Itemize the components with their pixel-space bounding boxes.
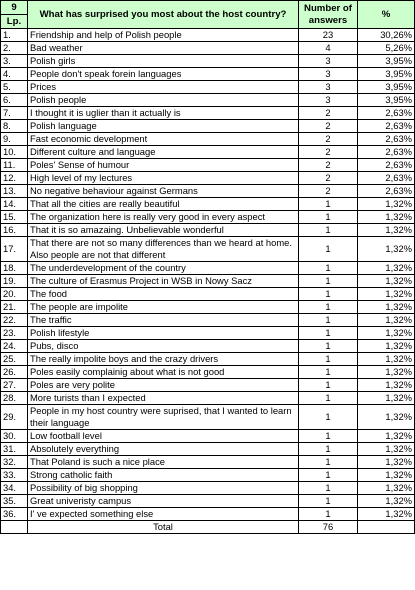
answer-text: The food <box>28 288 299 301</box>
answer-text: The really impolite boys and the crazy drivers <box>28 353 299 366</box>
header-row-top <box>1 1 415 15</box>
answer-count: 1 <box>299 327 358 340</box>
answer-percent: 1,32% <box>358 456 415 469</box>
answer-count: 1 <box>299 430 358 443</box>
answer-count: 1 <box>299 379 358 392</box>
answer-count: 1 <box>299 237 358 262</box>
answer-text: Great univeristy campus <box>28 495 299 508</box>
answer-count: 1 <box>299 508 358 521</box>
row-number: 29. <box>1 405 28 430</box>
table-row <box>1 405 415 430</box>
row-number: 8. <box>1 120 28 133</box>
row-number: 18. <box>1 262 28 275</box>
answer-count: 1 <box>299 443 358 456</box>
answer-count: 2 <box>299 172 358 185</box>
row-number: 7. <box>1 107 28 120</box>
answer-text: Friendship and help of Polish people <box>28 29 299 42</box>
table-row <box>1 379 415 392</box>
table-row <box>1 224 415 237</box>
table-row <box>1 262 415 275</box>
answer-text: Pubs, disco <box>28 340 299 353</box>
answer-percent: 3,95% <box>358 81 415 94</box>
answer-percent: 2,63% <box>358 159 415 172</box>
total-label: Total <box>28 521 299 534</box>
row-number: 6. <box>1 94 28 107</box>
table-row <box>1 237 415 262</box>
answer-text: Polish language <box>28 120 299 133</box>
row-number: 13. <box>1 185 28 198</box>
answer-percent: 1,32% <box>358 482 415 495</box>
answer-percent: 2,63% <box>358 146 415 159</box>
answer-text: Polish girls <box>28 55 299 68</box>
row-number: 2. <box>1 42 28 55</box>
answer-count: 1 <box>299 314 358 327</box>
row-number: 20. <box>1 288 28 301</box>
answer-count: 1 <box>299 366 358 379</box>
table-row <box>1 288 415 301</box>
row-number: 15. <box>1 211 28 224</box>
question-header: What has surprised you most about the host country? <box>28 1 299 29</box>
table-row <box>1 392 415 405</box>
answer-percent: 1,32% <box>358 379 415 392</box>
answer-text: Fast economic development <box>28 133 299 146</box>
answer-text: People don't speak forein languages <box>28 68 299 81</box>
row-number: 16. <box>1 224 28 237</box>
table-row <box>1 275 415 288</box>
answer-text: The traffic <box>28 314 299 327</box>
answer-count: 1 <box>299 224 358 237</box>
answer-text: The people are impolite <box>28 301 299 314</box>
answer-count: 23 <box>299 29 358 42</box>
answer-text: I thought it is uglier than it actually is <box>28 107 299 120</box>
answer-percent: 1,32% <box>358 366 415 379</box>
answer-text: Poles' Sense of humour <box>28 159 299 172</box>
row-number: 5. <box>1 81 28 94</box>
answer-count: 1 <box>299 405 358 430</box>
table-row <box>1 55 415 68</box>
answer-percent: 1,32% <box>358 430 415 443</box>
answer-text: Strong catholic faith <box>28 469 299 482</box>
answer-text: I' ve expected something else <box>28 508 299 521</box>
answer-count: 2 <box>299 146 358 159</box>
answer-text: The organization here is really very good in every aspect <box>28 211 299 224</box>
table-row <box>1 29 415 42</box>
answer-text: High level of my lectures <box>28 172 299 185</box>
answer-text: Poles easily complainig about what is not good <box>28 366 299 379</box>
answer-percent: 1,32% <box>358 275 415 288</box>
answer-percent: 2,63% <box>358 172 415 185</box>
row-number: 27. <box>1 379 28 392</box>
table-row <box>1 301 415 314</box>
answer-percent: 2,63% <box>358 120 415 133</box>
table-row <box>1 469 415 482</box>
answer-count: 3 <box>299 94 358 107</box>
row-number: 30. <box>1 430 28 443</box>
answer-count: 1 <box>299 198 358 211</box>
answer-percent: 1,32% <box>358 237 415 262</box>
answer-percent: 2,63% <box>358 185 415 198</box>
answer-percent: 1,32% <box>358 314 415 327</box>
answer-percent: 30,26% <box>358 29 415 42</box>
table-row <box>1 314 415 327</box>
answer-percent: 1,32% <box>358 224 415 237</box>
table-row <box>1 107 415 120</box>
answer-count: 1 <box>299 469 358 482</box>
answer-text: Absolutely everything <box>28 443 299 456</box>
table-row <box>1 482 415 495</box>
table-row <box>1 495 415 508</box>
answer-percent: 2,63% <box>358 107 415 120</box>
answer-percent: 1,32% <box>358 392 415 405</box>
answer-text: More turists than I expected <box>28 392 299 405</box>
question-index: 9 <box>1 1 28 15</box>
answer-text: The culture of Erasmus Project in WSB in Nowy Sacz <box>28 275 299 288</box>
row-number: 24. <box>1 340 28 353</box>
answer-percent: 5,26% <box>358 42 415 55</box>
answer-count: 1 <box>299 456 358 469</box>
row-number: 1. <box>1 29 28 42</box>
table-row <box>1 81 415 94</box>
answer-percent: 1,32% <box>358 508 415 521</box>
total-row <box>1 521 415 534</box>
answer-percent: 1,32% <box>358 262 415 275</box>
table-row <box>1 146 415 159</box>
row-number: 3. <box>1 55 28 68</box>
answer-percent: 1,32% <box>358 469 415 482</box>
table-row <box>1 159 415 172</box>
table-row <box>1 133 415 146</box>
answer-text: People in my host country were suprised, that I wanted to learn their language <box>28 405 299 430</box>
table-row <box>1 185 415 198</box>
answer-percent: 1,32% <box>358 443 415 456</box>
answer-text: Bad weather <box>28 42 299 55</box>
answer-text: Low football level <box>28 430 299 443</box>
answer-text: No negative behaviour against Germans <box>28 185 299 198</box>
answer-percent: 1,32% <box>358 198 415 211</box>
row-number: 34. <box>1 482 28 495</box>
row-number: 9. <box>1 133 28 146</box>
answer-percent: 1,32% <box>358 288 415 301</box>
row-number: 12. <box>1 172 28 185</box>
row-number: 35. <box>1 495 28 508</box>
answer-text: Different culture and language <box>28 146 299 159</box>
table-row <box>1 366 415 379</box>
answer-text: That all the cities are really beautiful <box>28 198 299 211</box>
answer-count: 2 <box>299 120 358 133</box>
row-number: 31. <box>1 443 28 456</box>
answer-percent: 1,32% <box>358 340 415 353</box>
row-number: 23. <box>1 327 28 340</box>
answer-count: 2 <box>299 107 358 120</box>
answer-percent: 3,95% <box>358 68 415 81</box>
row-number: 11. <box>1 159 28 172</box>
answer-percent: 1,32% <box>358 211 415 224</box>
answer-count: 1 <box>299 301 358 314</box>
count-header: Number of answers <box>299 1 358 29</box>
answer-count: 3 <box>299 81 358 94</box>
table-row <box>1 353 415 366</box>
row-number: 17. <box>1 237 28 262</box>
row-number: 28. <box>1 392 28 405</box>
total-blank <box>1 521 28 534</box>
table-row <box>1 68 415 81</box>
row-number: 26. <box>1 366 28 379</box>
answer-text: Polish people <box>28 94 299 107</box>
row-number: 4. <box>1 68 28 81</box>
percent-header: % <box>358 1 415 29</box>
row-number: 33. <box>1 469 28 482</box>
total-blank-percent <box>358 521 415 534</box>
row-number: 36. <box>1 508 28 521</box>
answer-text: That it is so amazaing. Unbelievable wonderful <box>28 224 299 237</box>
answer-text: The underdevelopment of the country <box>28 262 299 275</box>
table-row <box>1 211 415 224</box>
answer-percent: 2,63% <box>358 133 415 146</box>
row-number: 10. <box>1 146 28 159</box>
row-number: 32. <box>1 456 28 469</box>
answer-count: 2 <box>299 133 358 146</box>
answer-text: Possibility of big shopping <box>28 482 299 495</box>
answer-count: 1 <box>299 392 358 405</box>
answer-percent: 1,32% <box>358 405 415 430</box>
answer-text: Prices <box>28 81 299 94</box>
row-number: 14. <box>1 198 28 211</box>
row-number: 22. <box>1 314 28 327</box>
answer-count: 1 <box>299 340 358 353</box>
answer-percent: 1,32% <box>358 327 415 340</box>
answer-text: Polish lifestyle <box>28 327 299 340</box>
answer-count: 1 <box>299 275 358 288</box>
answer-text: Poles are very polite <box>28 379 299 392</box>
table-row <box>1 327 415 340</box>
table-row <box>1 430 415 443</box>
table-row <box>1 172 415 185</box>
answer-percent: 3,95% <box>358 55 415 68</box>
answer-count: 3 <box>299 55 358 68</box>
answer-count: 4 <box>299 42 358 55</box>
table-row <box>1 340 415 353</box>
answer-count: 1 <box>299 353 358 366</box>
row-number: 21. <box>1 301 28 314</box>
row-number: 19. <box>1 275 28 288</box>
answer-count: 1 <box>299 288 358 301</box>
table-row <box>1 443 415 456</box>
answer-count: 3 <box>299 68 358 81</box>
total-count: 76 <box>299 521 358 534</box>
answer-text: That Poland is such a nice place <box>28 456 299 469</box>
answer-text: That there are not so many differences than we heard at home. Also people are not that different <box>28 237 299 262</box>
answer-count: 1 <box>299 211 358 224</box>
answer-count: 1 <box>299 495 358 508</box>
answer-count: 1 <box>299 482 358 495</box>
answer-count: 1 <box>299 262 358 275</box>
table-row <box>1 198 415 211</box>
table-row <box>1 508 415 521</box>
row-number: 25. <box>1 353 28 366</box>
answer-percent: 3,95% <box>358 94 415 107</box>
answer-percent: 1,32% <box>358 495 415 508</box>
index-label: Lp. <box>1 15 28 29</box>
table-row <box>1 42 415 55</box>
answer-percent: 1,32% <box>358 301 415 314</box>
answer-count: 2 <box>299 159 358 172</box>
table-row <box>1 94 415 107</box>
answer-count: 2 <box>299 185 358 198</box>
answer-percent: 1,32% <box>358 353 415 366</box>
table-row <box>1 456 415 469</box>
table-row <box>1 120 415 133</box>
